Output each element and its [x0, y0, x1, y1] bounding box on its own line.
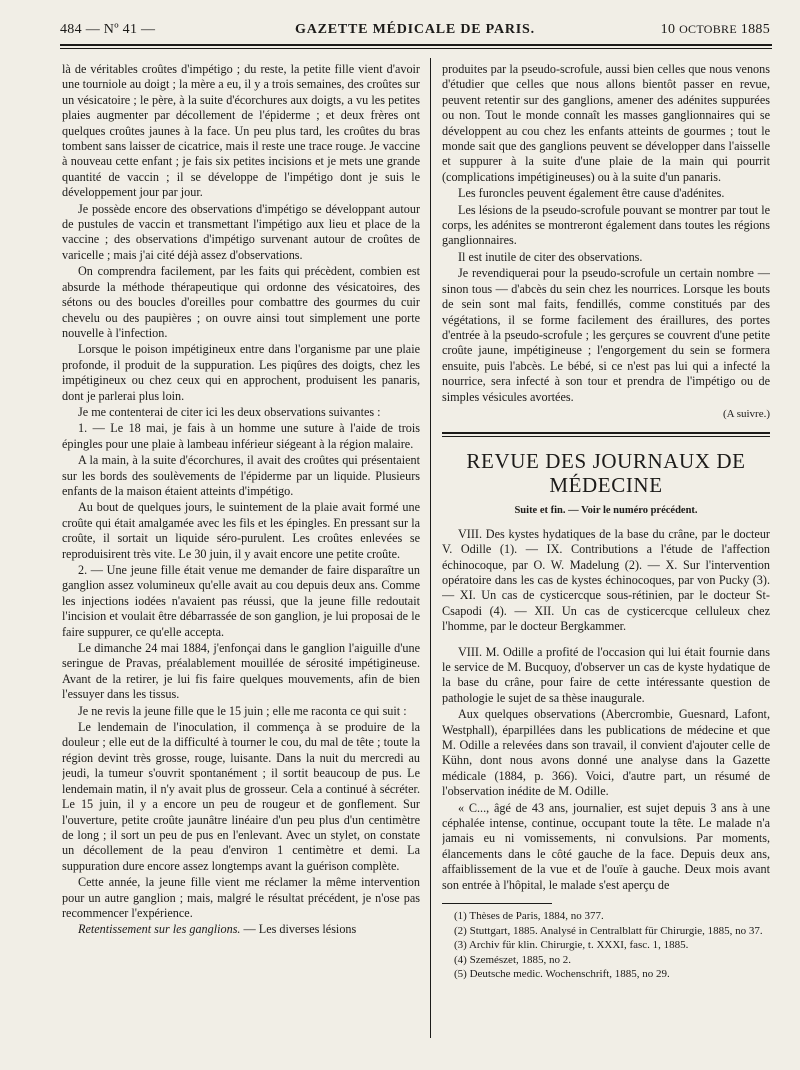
- observation-2: 2. — Une jeune fille était venue me demander de faire disparaître un ganglion assez volumineux qu'elle avait au cou depuis deux ans. Comme les injections iodées n'avaient pas réussi, que la jeune fille redoutait l'incision et voulait être débarrassée de son ganglion, je lui proposai de le faire suppurer, ce qu'elle accepta.: [62, 563, 420, 639]
- paragraph: [62, 922, 420, 937]
- header-rule: [60, 44, 772, 46]
- observation-1: 1. — Le 18 mai, je fais à un homme une suture à l'aide de trois épingles pour une plaie à lambeau inférieur siégeant à la région malaire.: [62, 421, 420, 451]
- left-column: [62, 62, 420, 1037]
- paragraph: Je revendiquerai pour la pseudo-scrofule un certain nombre — sinon tous — d'abcès du sein chez les nourrices. Lorsque les bouts de sein sont mal faits, fendillés, comme constitués par des végétations, il se forme facilement des éraillures, des portes d'entrée à la pseudo-scrofule ; les gerçures se couvrent d'une petite croûte jaune, impétigineuse ; l'engorgement du sein se formera ensuite, puis l'abcès. Le bébé, si ce n'est pas lui qui a infecté la nourrice, sera infecté à son tour et prendra de l'impétigo ou de simples vésicules avortées.: [442, 266, 770, 404]
- paragraph: produites par la pseudo-scrofule, aussi bien celles que nous venons d'étudier que celles que nous allons bientôt passer en revue, peuvent retentir sur des ganglions, amener des adénites suppurées ou non. Tout le monde connaît les masses ganglionnaires qui se développent au cou chez les enfants atteints de gourmes ; tout le monde sait que des ganglions peuvent se développer dans l'aisselle et suppurer à la suite d'une plaie de la main qui pourrit (complications impétigineuses) ou à la suite d'un panaris.: [442, 62, 770, 184]
- paragraph: A la main, à la suite d'écorchures, il avait des croûtes qui présentaient sur les bords des soulèvements de l'épiderme par un liquide. Plusieurs enfants de la maison étaient atteints d'impétigo.: [62, 453, 420, 498]
- paragraph: Le lendemain de l'inoculation, il commença à se produire de la douleur ; elle eut de la difficulté à tourner le cou, du mal de tête ; toute la région devint très grosse, rouge, luisante. Dans la nuit du mercredi au jeudi, la tumeur s'ouvrit spontanément ; il sortit beaucoup de pus. Le lendemain matin, il n'y avait plus de grosseur. Cela a continué à sécréter. Le 15 juin, il y a encore un peu de rougeur et de gonflement. Sur l'ouverture, petite croûte jaunâtre linéaire d'un peu plus d'un centimètre de long ; il sort un peu de pus en l'enlevant. Avec un stylet, on constate un décollement de la peau d'environ 1 centimètre et demi. La suppuration dure encore assez longtemps avant la guérison complète.: [62, 720, 420, 873]
- paragraph: VIII. M. Odille a profité de l'occasion qui lui était fournie dans le service de M. Bucquoy, d'observer un cas de kyste hydatique de la base du crâne, pour faire de cette intéressante question de pathologie le sujet de sa thèse inaugurale.: [442, 644, 770, 705]
- journal-title: GAZETTE MÉDICALE DE PARIS.: [295, 22, 535, 37]
- paragraph: Le dimanche 24 mai 1884, j'enfonçai dans le ganglion l'aiguille d'une seringue de Pravas, préalablement mouillée de sérosité impétigineuse. Avant de la retirer, je lui fis faire quelques mouvements, afin de bien l'essuyer dans les tissus.: [62, 641, 420, 702]
- issue-date: [661, 22, 770, 38]
- section-subtitle: Suite et fin. — Voir le numéro précédent.: [514, 505, 698, 517]
- footnote: (3) Archiv für klin. Chirurgie, t. XXXI, fasc. 1, 1885.: [454, 939, 689, 952]
- paragraph: Les lésions de la pseudo-scrofule pouvant se montrer par tout le corps, les adénites se montreront également dans toutes les régions ganglionnaires.: [442, 202, 770, 248]
- paragraph: là de véritables croûtes d'impétigo ; du reste, la petite fille vient d'avoir une tourniole au doigt ; la mère a eu, il y a trois semaines, des croûtes sur un vésicatoire ; le père, à la suite d'écorchures aux doigts, a vu les petites plaies augmenter par décollement de l'épiderme ; et deux frères ont quelques croûtes jaunes à la face. Un peu plus tard, les croûtes du bras tombent sans laisser de cicatrice, mais il reste une trace rouge. Je vaccine à nouveau cette enfant ; je fais six petites incisions et je mets une grande quantité de vaccin ; il se développe de l'impétigo dont je suis le développement jour par jour.: [62, 62, 420, 200]
- issue-date-year: 1885: [740, 22, 770, 37]
- paragraph: Au bout de quelques jours, le suintement de la plaie avait formé une croûte qui était amalgamée avec les fils et les épingles. En pressant sur la croûte, il sortait un liquide séro-purulent. Les croûtes enlevées se reproduisirent très vite. Le 30 juin, il y avait encore une petite croûte.: [62, 500, 420, 561]
- paragraph: Aux quelques observations (Abercrombie, Guesnard, Lafont, Westphall), éparpillées dans les publications de médecine et que M. Odille a relevées dans son travail, il convient d'ajouter celle de Kühn, dont nous avons donné une analyse dans la Gazette médicale (1884, p. 366). Voici, d'autre part, un résumé de l'observation inédite de M. Odille.: [442, 707, 770, 799]
- section-rule: [442, 432, 770, 434]
- section-rule-thin: [442, 436, 770, 437]
- footnote-rule: [442, 903, 552, 904]
- footnotes: [442, 910, 770, 982]
- paragraph: Je me contenterai de citer ici les deux observations suivantes :: [78, 404, 381, 419]
- paragraph: Je possède encore des observations d'impétigo se développant autour de pustules de vaccin et transmettant l'impétigo aux lieu et place de la vaccine ; des observations d'impétigo survenant autour de croûtes de varicelle ; mais j'ai cité déjà assez d'observations.: [62, 201, 420, 262]
- paragraph: Je ne revis la jeune fille que le 15 juin ; elle me raconta ce qui suit :: [78, 703, 407, 718]
- footnote: (5) Deutsche medic. Wochenschrift, 1885, no 29.: [454, 968, 670, 981]
- footnote: (2) Stuttgart, 1885. Analysé in Centralblatt für Chirurgie, 1885, no 37.: [454, 924, 763, 937]
- paragraph-text: — Les diverses lésions: [240, 922, 357, 937]
- page-number: 484 — Nº 41 —: [60, 22, 156, 37]
- article-list: VIII. Des kystes hydatiques de la base du crâne, par le docteur V. Odille (1). — IX. Contributions a l'étude de l'affection échinocoque, par O. W. Madelung (2). — X. Sur l'intervention opératoire dans les cas de kystes échinocoques, par von Pucky (3). — XI. Un cas de cysticercque sous-rétinien, par le docteur St-Csapodi (4). — XII. Un cas de cysticercque celluleux chez l'homme, par le docteur Bergkammer.: [442, 526, 770, 634]
- footnote: (1) Thèses de Paris, 1884, no 377.: [454, 910, 604, 923]
- paragraph: Lorsque le poison impétigineux entre dans l'organisme par une plaie profonde, il produit de la suppuration. Les piqûres des doigts, chez les impétigineux ou chez ceux qui en approchent, produisent les panaris, dont je parlerai plus loin.: [62, 342, 420, 403]
- page-header: [60, 22, 770, 44]
- paragraph: « C..., âgé de 43 ans, journalier, est sujet depuis 3 ans à une céphalée intense, continue, occupant toute la tête. Le malade n'a jamais eu ni vomissements, ni convulsions. Par moments, élancements dans le côté gauche de la face. Depuis deux ans, affaiblissement de la vue et de l'ouïe à gauche. Deux mois avant son entrée à l'hôpital, le malade s'est aperçu de: [442, 800, 770, 892]
- paragraph: Cette année, la jeune fille vient me réclamer la même intervention pour un autre ganglion ; mais, malgré le résultat précédent, je n'ose pas recommencer l'expérience.: [62, 875, 420, 920]
- paragraph: On comprendra facilement, par les faits qui précèdent, combien est absurde la méthode thérapeutique qui ordonne des vésicatoires, des sétons ou des boucles d'oreilles pour combattre des gourmes du cuir chevelu ou des paupières ; on ouvre ainsi tout simplement une porte nouvelle à l'infection.: [62, 264, 420, 340]
- issue-date-month: OCTOBRE: [679, 22, 737, 36]
- column-divider: [430, 58, 431, 1038]
- paragraph: Il est inutile de citer des observations.: [458, 249, 643, 264]
- footnote: (4) Szemészet, 1885, no 2.: [454, 953, 571, 966]
- to-be-continued: (A suivre.): [722, 407, 770, 420]
- paragraph: Les furoncles peuvent également être cause d'adénites.: [458, 186, 725, 201]
- header-rule-thin: [60, 48, 772, 49]
- right-column: [442, 62, 770, 1047]
- section-heading-italic: Retentissement sur les ganglions.: [78, 922, 241, 937]
- section-title: REVUE DES JOURNAUX DE MÉDECINE: [466, 449, 746, 498]
- issue-date-day: 10: [660, 22, 676, 37]
